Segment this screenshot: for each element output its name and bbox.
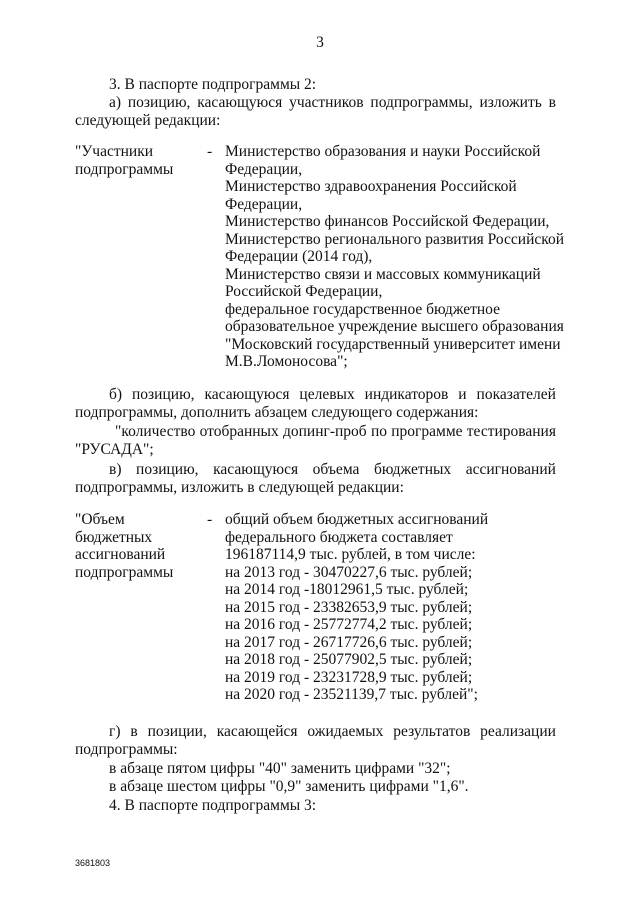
participants-label-1: "Участники (75, 143, 154, 160)
volume-line: 196187114,9 тыс. рублей, в том числе: (225, 546, 476, 563)
item-g-line-2: подпрограммы: (75, 741, 178, 758)
participant-line: "Московский государственный университет имени (225, 336, 561, 353)
volume-line: на 2020 год - 23521139,7 тыс. рублей"; (225, 686, 478, 703)
item-a-line-2: следующей редакции: (75, 112, 221, 129)
word: бюджетных (373, 461, 452, 478)
volume-dash: - (207, 511, 213, 528)
participant-line: Российской Федерации, (225, 283, 383, 300)
volume-label-4: подпрограммы (75, 564, 174, 581)
volume-line: на 2017 год - 26717726,6 тыс. рублей; (225, 634, 473, 651)
participant-line: Министерство финансов Российской Федерации, (225, 213, 550, 230)
volume-line: на 2014 год -18012961,5 тыс. рублей; (225, 581, 469, 598)
item-b-line-3 (115, 423, 556, 441)
word: в) (109, 461, 122, 478)
word: б) (109, 386, 123, 403)
word: ассигнований (465, 461, 556, 478)
word: г) (109, 723, 121, 740)
word: индикаторов (364, 386, 449, 403)
word: ожидаемых (307, 723, 384, 740)
participant-line: федеральное государственное бюджетное (225, 301, 500, 318)
participant-line: Министерство регионального развития Российской (225, 231, 565, 248)
word: касающуюся (204, 386, 290, 403)
word: изложить (479, 94, 542, 111)
volume-line: федерального бюджета составляет (225, 529, 453, 546)
page-number: 3 (316, 34, 324, 51)
item-b-line-1 (109, 386, 556, 404)
volume-line: общий объем бюджетных ассигнований (225, 511, 489, 528)
item-g-line-4: в абзаце шестом цифры "0,9" заменить цифрами "1,6". (109, 778, 469, 795)
word: касающуюся (213, 461, 299, 478)
volume-line: на 2015 год - 23382653,9 тыс. рублей; (225, 599, 473, 616)
word: позицию, (136, 461, 199, 478)
item-a-line-1 (109, 94, 556, 112)
item-b-line-4: "РУСАДА"; (75, 441, 154, 458)
word: объема (312, 461, 360, 478)
word: программе (391, 423, 463, 440)
word: показателей (476, 386, 556, 403)
participant-line: Федерации (2014 год), (225, 248, 373, 265)
volume-line: на 2018 год - 25077902,5 тыс. рублей; (225, 651, 473, 668)
volume-line: на 2019 год - 23231728,9 тыс. рублей; (225, 669, 473, 686)
word: а) (109, 94, 122, 111)
item-b-line-2: подпрограммы, дополнить абзацем следующего содержания: (75, 404, 479, 421)
word: целевых (299, 386, 355, 403)
participant-line: образовательное учреждение высшего образования (225, 318, 564, 335)
word: тестирования (466, 423, 556, 440)
item-g-line-3: в абзаце пятом цифры "40" заменить цифрами "32"; (109, 760, 451, 777)
participants-dash: - (207, 143, 213, 160)
item-v-line-1 (109, 461, 556, 479)
word: подпрограммы, (370, 94, 473, 111)
item-g-line-1 (109, 723, 556, 741)
word: касающейся (216, 723, 298, 740)
participant-line: Федерации, (225, 161, 303, 178)
participant-line: Министерство связи и массовых коммуникаций (225, 266, 541, 283)
volume-line: на 2013 год - 30470227,6 тыс. рублей; (225, 564, 473, 581)
participant-line: Министерство здравоохранения Российской (225, 178, 517, 195)
word: реализации (480, 723, 556, 740)
word: касающуюся (197, 94, 283, 111)
participant-line: Министерство образования и науки Российской (225, 143, 541, 160)
word: позицию, (127, 94, 191, 111)
word: и (458, 386, 467, 403)
participants-label-2: подпрограммы (75, 161, 174, 178)
section-4-heading: 4. В паспорте подпрограммы 3: (109, 797, 317, 814)
volume-label-3: ассигнований (75, 546, 166, 563)
word: позицию, (132, 386, 195, 403)
volume-label-2: бюджетных (75, 529, 153, 546)
document-code: 3681803 (75, 858, 111, 868)
volume-line: на 2016 год - 25772774,2 тыс. рублей; (225, 616, 473, 633)
word: участников (289, 94, 364, 111)
word: в (548, 94, 556, 111)
word: "количество (115, 423, 196, 440)
item-v-line-2: подпрограммы, изложить в следующей редакции: (75, 479, 404, 496)
word: позиции, (147, 723, 207, 740)
word: по (370, 423, 387, 440)
word: результатов (393, 723, 471, 740)
word: отобранных (199, 423, 279, 440)
participant-line: М.В.Ломоносова"; (225, 353, 348, 370)
word: в (130, 723, 138, 740)
word: допинг-проб (282, 423, 367, 440)
participant-line: Федерации, (225, 196, 303, 213)
section-3-heading: 3. В паспорте подпрограммы 2: (109, 76, 317, 93)
volume-label-1: "Объем (75, 511, 125, 528)
